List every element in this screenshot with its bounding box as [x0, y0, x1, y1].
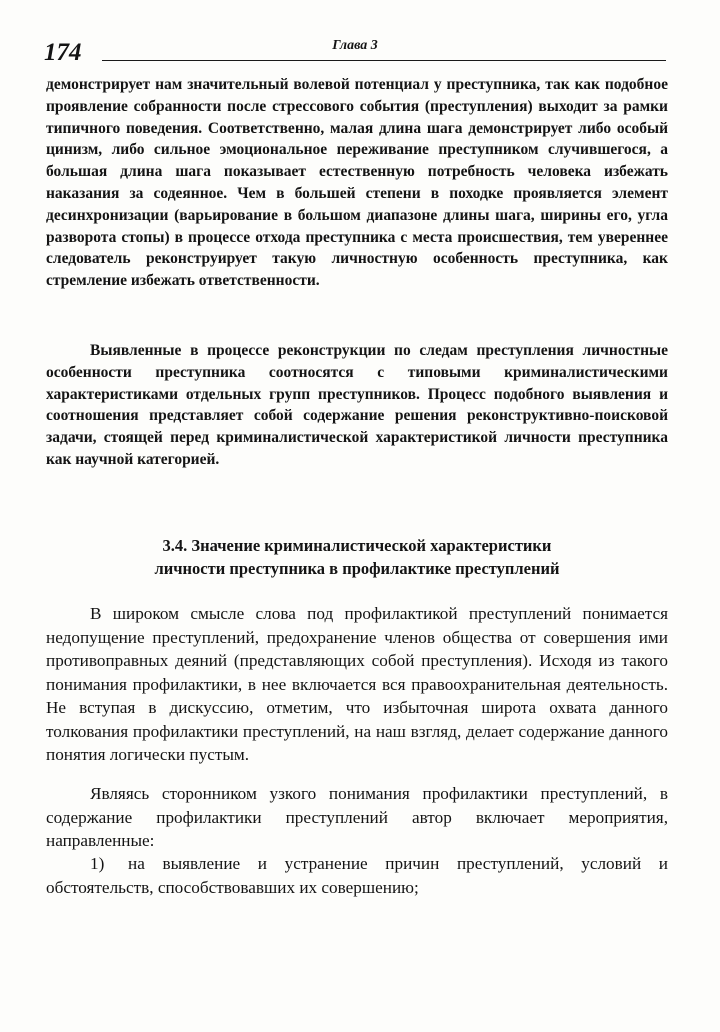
- list-item-text: [46, 852, 668, 899]
- page-header: [44, 38, 666, 68]
- section-heading-line2: личности преступника в профилактике преступлений: [154, 559, 560, 578]
- paragraph-text: Являясь сторонником узкого понимания профилактики преступлений, в содержание профилактики преступлений автор включает мероприятия, направленные:: [46, 784, 668, 850]
- section-heading-line1: 3.4. Значение криминалистической характеристики: [162, 536, 552, 555]
- narrow-sense-paragraph: [46, 782, 668, 853]
- paragraph-text: Выявленные в процессе реконструкции по следам преступления личностные особенности преступника соотносятся с типовыми криминалистическими характеристиками отдельных групп преступников. Процесс подобного выявления и соотношения представляет собой содержание решения реконструктивно-поисковой задачи, стоящей перед криминалистической характеристикой личности преступника как научной категорией.: [46, 342, 668, 468]
- revealed-features-paragraph: [46, 340, 668, 471]
- paragraph-text: В широком смысле слова под профилактикой преступлений понимается недопущение преступлений, предохранение членов общества от совершения ими противоправных деяний (представляющих собой преступления). Исходя из такого понимания профилактики, в нее включается вся правоохранительная деятельность. Не вступая в дискуссию, отметим, что избыточная широта охвата данного толкования профилактики преступлений, на наш взгляд, делает содержание данного понятия логически пустым.: [46, 604, 668, 764]
- list-item: [46, 852, 668, 899]
- header-rule: [102, 60, 666, 61]
- paragraph-text: демонстрирует нам значительный волевой потенциал у преступника, так как подобное проявление собранности после стрессового события (преступления) выходит за рамки типичного поведения. Соответственно, малая длина шага демонстрирует либо особый цинизм, либо сильное эмоциональное переживание преступником случившегося, а большая длина шага показывает естественную потребность человека избежать наказания за содеянное. Чем в большей степени в походке проявляется элемент десинхронизации (варьирование в большом диапазоне длины шага, ширины его, угла разворота стопы) в процессе отхода преступника с места происшествия, тем увереннее следователь реконструирует такую личностную особенность преступника, как стремление избежать ответственности.: [46, 76, 668, 290]
- list-item-number: 1): [90, 854, 105, 873]
- page-number: 174: [44, 39, 82, 66]
- list-item-content: на выявление и устранение причин преступлений, условий и обстоятельств, способствовавших их совершению;: [46, 854, 668, 897]
- running-head: Глава 3: [332, 38, 378, 53]
- continuation-paragraph: [46, 74, 668, 292]
- section-heading: [46, 534, 668, 580]
- broad-sense-paragraph: [46, 602, 668, 767]
